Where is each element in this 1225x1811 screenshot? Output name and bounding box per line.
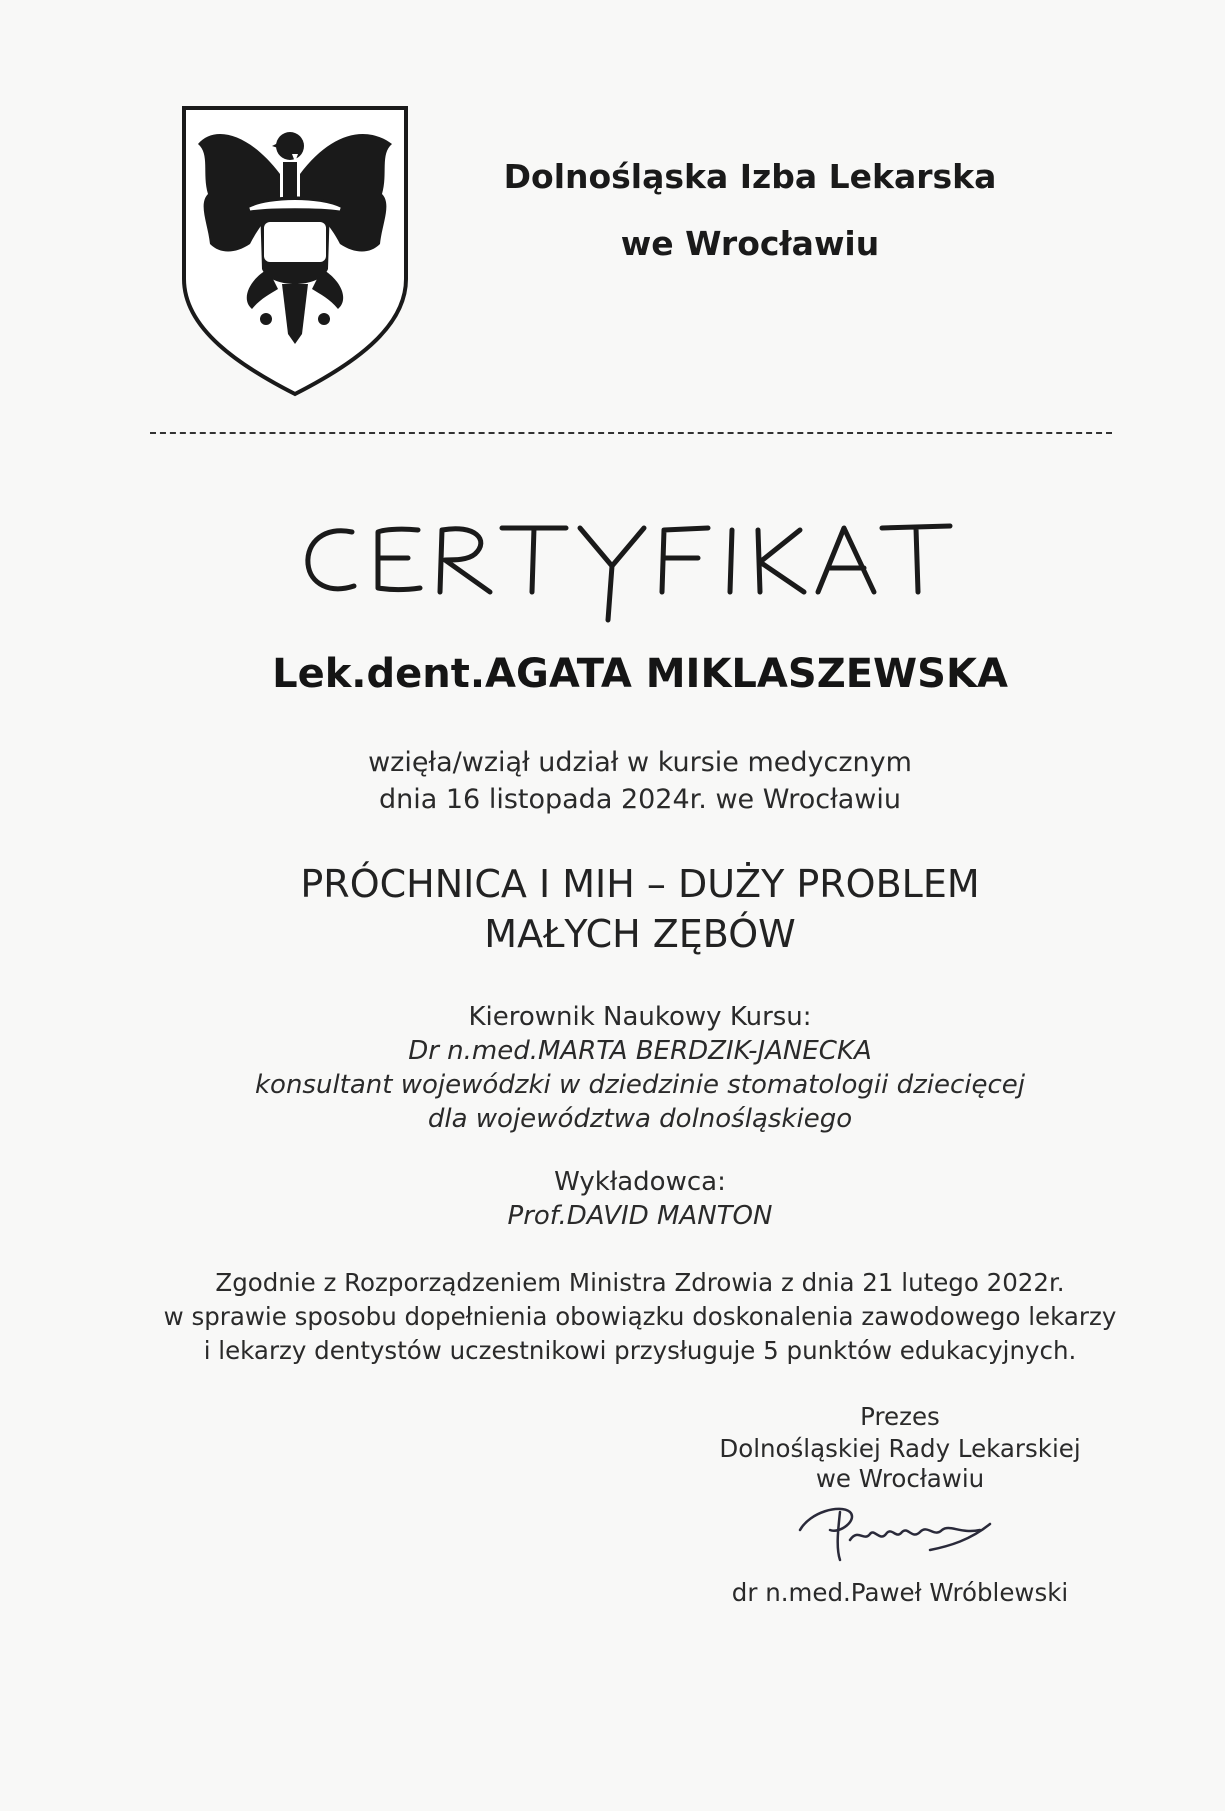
handwritten-signature-icon (780, 1490, 1010, 1570)
legal-basis-line1: Zgodnie z Rozporządzeniem Ministra Zdrowia z dnia 21 lutego 2022r. (215, 1268, 1065, 1297)
scientific-director-role: konsultant wojewódzki w dziedzinie stomatologii dziecięcej (254, 1070, 1025, 1100)
lecturer-name: Prof.DAVID MANTON (507, 1201, 773, 1231)
dashed-divider (150, 432, 1112, 434)
signatory-council: Dolnośląskiej Rady Lekarskiej (719, 1434, 1081, 1463)
scientific-director-name: Dr n.med.MARTA BERDZIK-JANECKA (408, 1036, 872, 1066)
course-title-line2: MAŁYCH ZĘBÓW (484, 912, 796, 956)
signatory-city: we Wrocławiu (815, 1464, 985, 1493)
eagle-shield-icon (180, 104, 410, 398)
participation-line: wzięła/wziął udział w kursie medycznym (368, 747, 912, 778)
course-date-line: dnia 16 listopada 2024r. we Wrocławiu (379, 784, 901, 815)
signatory-title: Prezes (860, 1402, 940, 1431)
organization-name: Dolnośląska Izba Lekarska (503, 157, 997, 196)
course-title-line1: PRÓCHNICA I MIH – DUŻY PROBLEM (300, 862, 980, 906)
lecturer-label: Wykładowca: (554, 1167, 726, 1197)
legal-basis-line2: w sprawie sposobu dopełnienia obowiązku doskonalenia zawodowego lekarzy (163, 1302, 1117, 1331)
signatory-name: dr n.med.Paweł Wróblewski (731, 1578, 1069, 1607)
scientific-director-label: Kierownik Naukowy Kursu: (468, 1002, 812, 1032)
legal-basis-line3: i lekarzy dentystów uczestnikowi przysługuje 5 punktów edukacyjnych. (203, 1336, 1077, 1365)
organization-city: we Wrocławiu (620, 224, 880, 263)
certificate-title (290, 498, 970, 623)
scientific-director-region: dla województwa dolnośląskiego (427, 1104, 853, 1134)
recipient-name: Lek.dent.AGATA MIKLASZEWSKA (272, 651, 1008, 697)
